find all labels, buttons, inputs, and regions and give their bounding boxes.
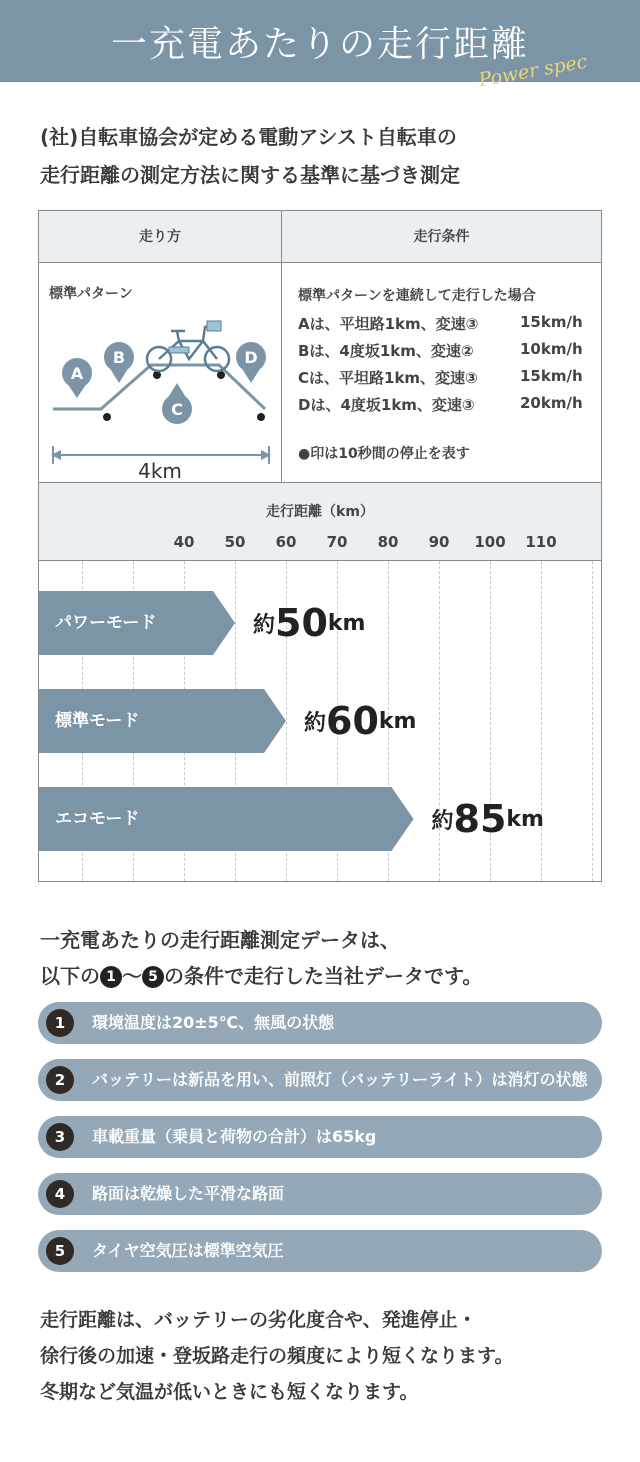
condition-number-badge: 2 [46, 1066, 74, 1094]
value-number: 60 [326, 699, 379, 743]
course-diagram [39, 303, 281, 483]
condition-speed: 15km/h [520, 367, 583, 385]
bar-category-label: 標準モード [55, 711, 140, 731]
bar-value-label [253, 591, 365, 655]
value-number: 85 [453, 797, 507, 841]
condition-line [298, 394, 583, 415]
spec-table [38, 210, 602, 882]
condition-item-text: タイヤ空気圧は標準空気圧 [92, 1241, 284, 1260]
condition-line [298, 313, 583, 334]
condition-item [38, 1173, 602, 1215]
distance-label: 4km [138, 459, 182, 483]
value-unit: km [378, 708, 417, 734]
bars-area [39, 561, 601, 881]
condition-item-text: バッテリーは新品を用い、前照灯（バッテリーライト）は消灯の状態 [92, 1070, 588, 1089]
condition-text: Cは、平坦路1km、変速③ [298, 369, 478, 387]
value-prefix: 約 [304, 710, 327, 736]
footer-line-3: 冬期など気温が低いときにも短くなります。 [40, 1381, 419, 1403]
condition-item-text: 車載重量（乗員と荷物の合計）は65kg [92, 1127, 377, 1146]
condition-text: Bは、4度坂1km、変速② [298, 342, 474, 360]
conditions-row [39, 263, 601, 483]
data-intro [40, 922, 610, 994]
page-title: 一充電あたりの走行距離 [110, 23, 529, 65]
conditions-title: 標準パターンを連続して走行した場合 [298, 288, 536, 304]
course-point-a: A [70, 364, 84, 383]
intro-line-1: (社)自転車協会が定める電動アシスト自転車の [40, 125, 457, 149]
condition-line [298, 340, 583, 361]
bar-value-label [432, 787, 544, 851]
bar-3 [39, 787, 416, 851]
course-point-d: D [244, 348, 258, 367]
course-point-b: B [112, 348, 126, 367]
course-point-b-marker [104, 342, 134, 383]
bar-2 [39, 689, 288, 753]
data-intro-pre: 以下の [40, 964, 100, 988]
value-prefix: 約 [253, 612, 276, 638]
x-tick-label: 40 [173, 533, 195, 551]
condition-number-badge: 1 [46, 1009, 74, 1037]
data-intro-post: の条件で走行した当社データです。 [164, 964, 483, 988]
condition-text: Aは、平坦路1km、変速③ [298, 315, 479, 333]
x-tick-label: 80 [377, 533, 399, 551]
value-number: 50 [275, 601, 328, 645]
intro-text [40, 118, 610, 194]
course-point-d-marker [236, 342, 266, 383]
data-intro-line-1: 一充電あたりの走行距離測定データは、 [40, 928, 400, 952]
condition-line [298, 367, 583, 388]
x-tick-label: 90 [428, 533, 450, 551]
intro-line-2: 走行距離の測定方法に関する基準に基づき測定 [40, 163, 460, 187]
footer-note [40, 1302, 620, 1410]
bar-value-label [304, 689, 416, 753]
x-tick-label: 100 [474, 533, 506, 551]
course-point-a-marker [60, 316, 92, 398]
value-prefix: 約 [431, 808, 454, 834]
course-point-c: C [171, 400, 183, 419]
x-tick-label: 110 [525, 533, 557, 551]
bar-1 [39, 591, 237, 655]
distance-header [39, 483, 601, 561]
x-tick-label: 70 [326, 533, 348, 551]
stop-dot-3 [217, 371, 225, 379]
condition-speed: 20km/h [520, 394, 583, 412]
bar-category-label: エコモード [55, 809, 140, 829]
condition-item [38, 1002, 602, 1044]
header-riding-conditions: 走行条件 [281, 211, 601, 263]
stop-note: ●印は10秒間の停止を表す [298, 446, 470, 462]
stop-dot-4 [257, 413, 265, 421]
bar-category-label: パワーモード [55, 613, 157, 633]
x-tick-label: 50 [224, 533, 246, 551]
power-spec-script: Power spec [476, 50, 589, 92]
condition-item [38, 1059, 602, 1101]
condition-item-text: 環境温度は20±5℃、無風の状態 [92, 1013, 335, 1032]
course-point-c-marker [162, 383, 192, 424]
condition-item [38, 1230, 602, 1272]
stop-dot-1 [103, 413, 111, 421]
value-unit: km [506, 806, 544, 832]
value-unit: km [327, 610, 366, 636]
conditions-cell [281, 263, 601, 483]
footer-line-2: 徐行後の加速・登坂路走行の頻度により短くなります。 [40, 1345, 514, 1367]
footer-line-1: 走行距離は、バッテリーの劣化度合や、発進停止・ [40, 1309, 477, 1331]
course-cell [39, 263, 281, 483]
grid-line [592, 561, 593, 881]
condition-number-badge: 4 [46, 1180, 74, 1208]
condition-text: Dは、4度坂1km、変速③ [298, 396, 475, 414]
data-intro-line-2 [40, 958, 610, 994]
pattern-label: 標準パターン [49, 286, 133, 302]
condition-item [38, 1116, 602, 1158]
data-intro-tilde: 〜 [122, 964, 142, 988]
distance-axis-label: 走行距離（km） [266, 504, 374, 520]
badge-start: 1 [100, 966, 122, 988]
x-tick-label: 60 [275, 533, 297, 551]
condition-number-badge: 5 [46, 1237, 74, 1265]
condition-item-text: 路面は乾燥した平滑な路面 [92, 1184, 285, 1203]
header-riding-method: 走り方 [139, 229, 181, 245]
badge-end: 5 [142, 966, 164, 988]
condition-speed: 10km/h [520, 340, 583, 358]
table-header-row [39, 211, 601, 263]
condition-speed: 15km/h [520, 313, 583, 331]
condition-number-badge: 3 [46, 1123, 74, 1151]
